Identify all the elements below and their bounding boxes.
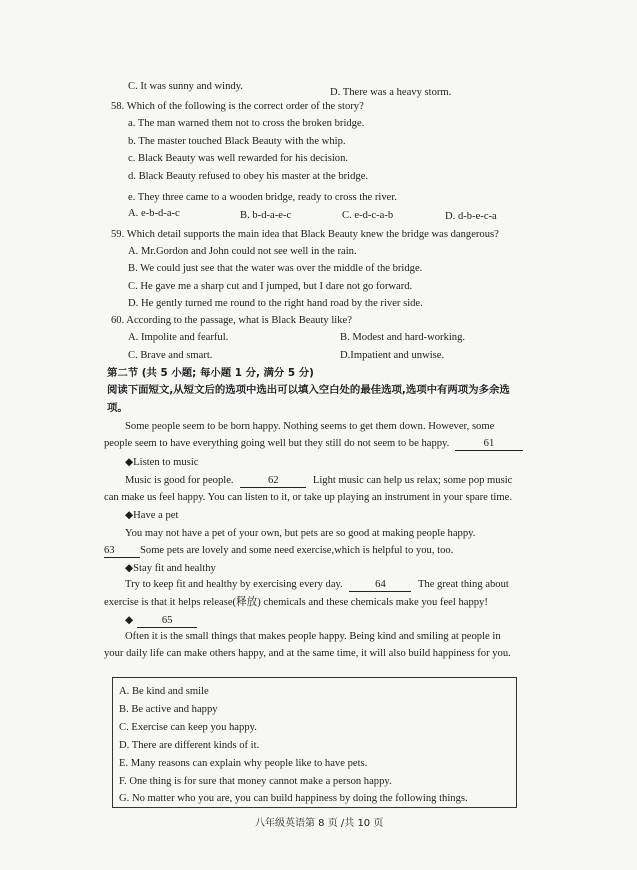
para3-line2-text: Some pets are lovely and some need exercise,which is helpful to you, too. — [140, 545, 454, 556]
q58-option-a: A. e-b-d-a-c — [128, 208, 180, 219]
bullet-icon: ◆ — [125, 457, 134, 468]
q58-event-b: b. The master touched Black Beauty with the whip. — [128, 136, 346, 147]
bullet-icon: ◆ — [125, 615, 134, 626]
q57-option-d: D. There was a heavy storm. — [330, 87, 452, 98]
q58-stem: 58. Which of the following is the correct order of the story? — [111, 101, 364, 112]
choice-a: A. Be kind and smile — [119, 686, 209, 697]
heading-65 — [125, 614, 197, 628]
para5-line1: Often it is the small things that makes people happy. Being kind and smiling at people in — [125, 631, 501, 642]
heading-fit — [125, 562, 216, 575]
q59-option-d: D. He gently turned me round to the right hand road by the river side. — [128, 298, 423, 309]
bullet-icon: ◆ — [125, 510, 134, 521]
heading-fit-text: Stay fit and healthy — [133, 563, 216, 574]
q58-event-e: e. They three came to a wooden bridge, ready to cross the river. — [128, 192, 397, 203]
para2-line1-end: Light music can help us relax; some pop music — [312, 475, 513, 486]
heading-pet-text: Have a pet — [133, 510, 179, 521]
q59-option-a: A. Mr.Gordon and John could not see well in the rain. — [128, 246, 357, 257]
q59-option-c: C. He gave me a sharp cut and I jumped, but I dare not go forward. — [128, 281, 413, 292]
q57-option-c: C. It was sunny and windy. — [128, 81, 243, 92]
para4-line1-end: The great thing about — [417, 579, 509, 590]
para3-line1: You may not have a pet of your own, but pets are so good at making people happy. — [125, 528, 476, 539]
choice-b: B. Be active and happy — [119, 704, 218, 715]
para5-line2: your daily life can make others happy, and at the same time, it will also build happiness for you. — [104, 648, 511, 659]
para1-line2-text: people seem to have everything going well but they still do not seem to be happy. — [104, 438, 450, 449]
heading-music — [125, 456, 198, 469]
para3-line2 — [104, 544, 453, 558]
q58-option-d: D. d-b-e-c-a — [445, 211, 497, 222]
heading-pet — [125, 509, 178, 522]
para2-line1-start: Music is good for people. — [125, 475, 234, 486]
q58-event-c: c. Black Beauty was well rewarded for his decision. — [128, 153, 349, 164]
q60-stem: 60. According to the passage, what is Black Beauty like? — [111, 315, 352, 326]
choice-c: C. Exercise can keep you happy. — [119, 722, 257, 733]
blank-65: 65 — [137, 614, 197, 628]
blank-64: 64 — [349, 578, 411, 592]
choice-e: E. Many reasons can explain why people like to have pets. — [119, 758, 368, 769]
q60-option-a: A. Impolite and fearful. — [128, 332, 229, 343]
q60-option-b: B. Modest and hard-working. — [340, 332, 466, 343]
q58-event-a: a. The man warned them not to cross the broken bridge. — [128, 118, 365, 129]
para4-line2: exercise is that it helps release(释放) chemicals and these chemicals make you feel happy! — [104, 597, 488, 608]
q58-option-b: B. b-d-a-e-c — [240, 210, 292, 221]
para1-line2 — [104, 437, 523, 451]
blank-62: 62 — [240, 474, 306, 488]
q60-option-c: C. Brave and smart. — [128, 350, 213, 361]
section-instruction-line1: 阅读下面短文,从短文后的选项中选出可以填入空白处的最佳选项,选项中有两项为多余选 — [107, 384, 510, 396]
q58-option-c: C. e-d-c-a-b — [342, 210, 394, 221]
para4-line1-start: Try to keep fit and healthy by exercising every day. — [125, 579, 343, 590]
choice-f: F. One thing is for sure that money cannot make a person happy. — [119, 776, 392, 787]
choice-d: D. There are different kinds of it. — [119, 740, 260, 751]
q59-stem: 59. Which detail supports the main idea that Black Beauty knew the bridge was dangerous? — [111, 229, 499, 240]
blank-63: 63 — [104, 544, 140, 558]
para2-line1 — [125, 474, 512, 488]
section-instruction-line2: 项。 — [107, 402, 128, 414]
q59-option-b: B. We could just see that the water was over the middle of the bridge. — [128, 263, 423, 274]
bullet-icon: ◆ — [125, 563, 134, 574]
para2-line2: can make us feel happy. You can listen to it, or take up playing an instrument in your spare time. — [104, 492, 512, 503]
q60-option-d: D.Impatient and unwise. — [340, 350, 445, 361]
choice-g: G. No matter who you are, you can build happiness by doing the following things. — [119, 793, 468, 804]
para4-line1 — [125, 578, 509, 592]
section-heading: 第二节 (共 5 小题; 每小题 1 分, 满分 5 分) — [107, 367, 314, 379]
para1-line1: Some people seem to be born happy. Nothing seems to get them down. However, some — [125, 421, 495, 432]
page-footer: 八年级英语第 8 页 /共 10 页 — [255, 818, 384, 829]
blank-61: 61 — [455, 437, 523, 451]
q58-event-d: d. Black Beauty refused to obey his master at the bridge. — [128, 171, 369, 182]
heading-music-text: Listen to music — [133, 457, 199, 468]
